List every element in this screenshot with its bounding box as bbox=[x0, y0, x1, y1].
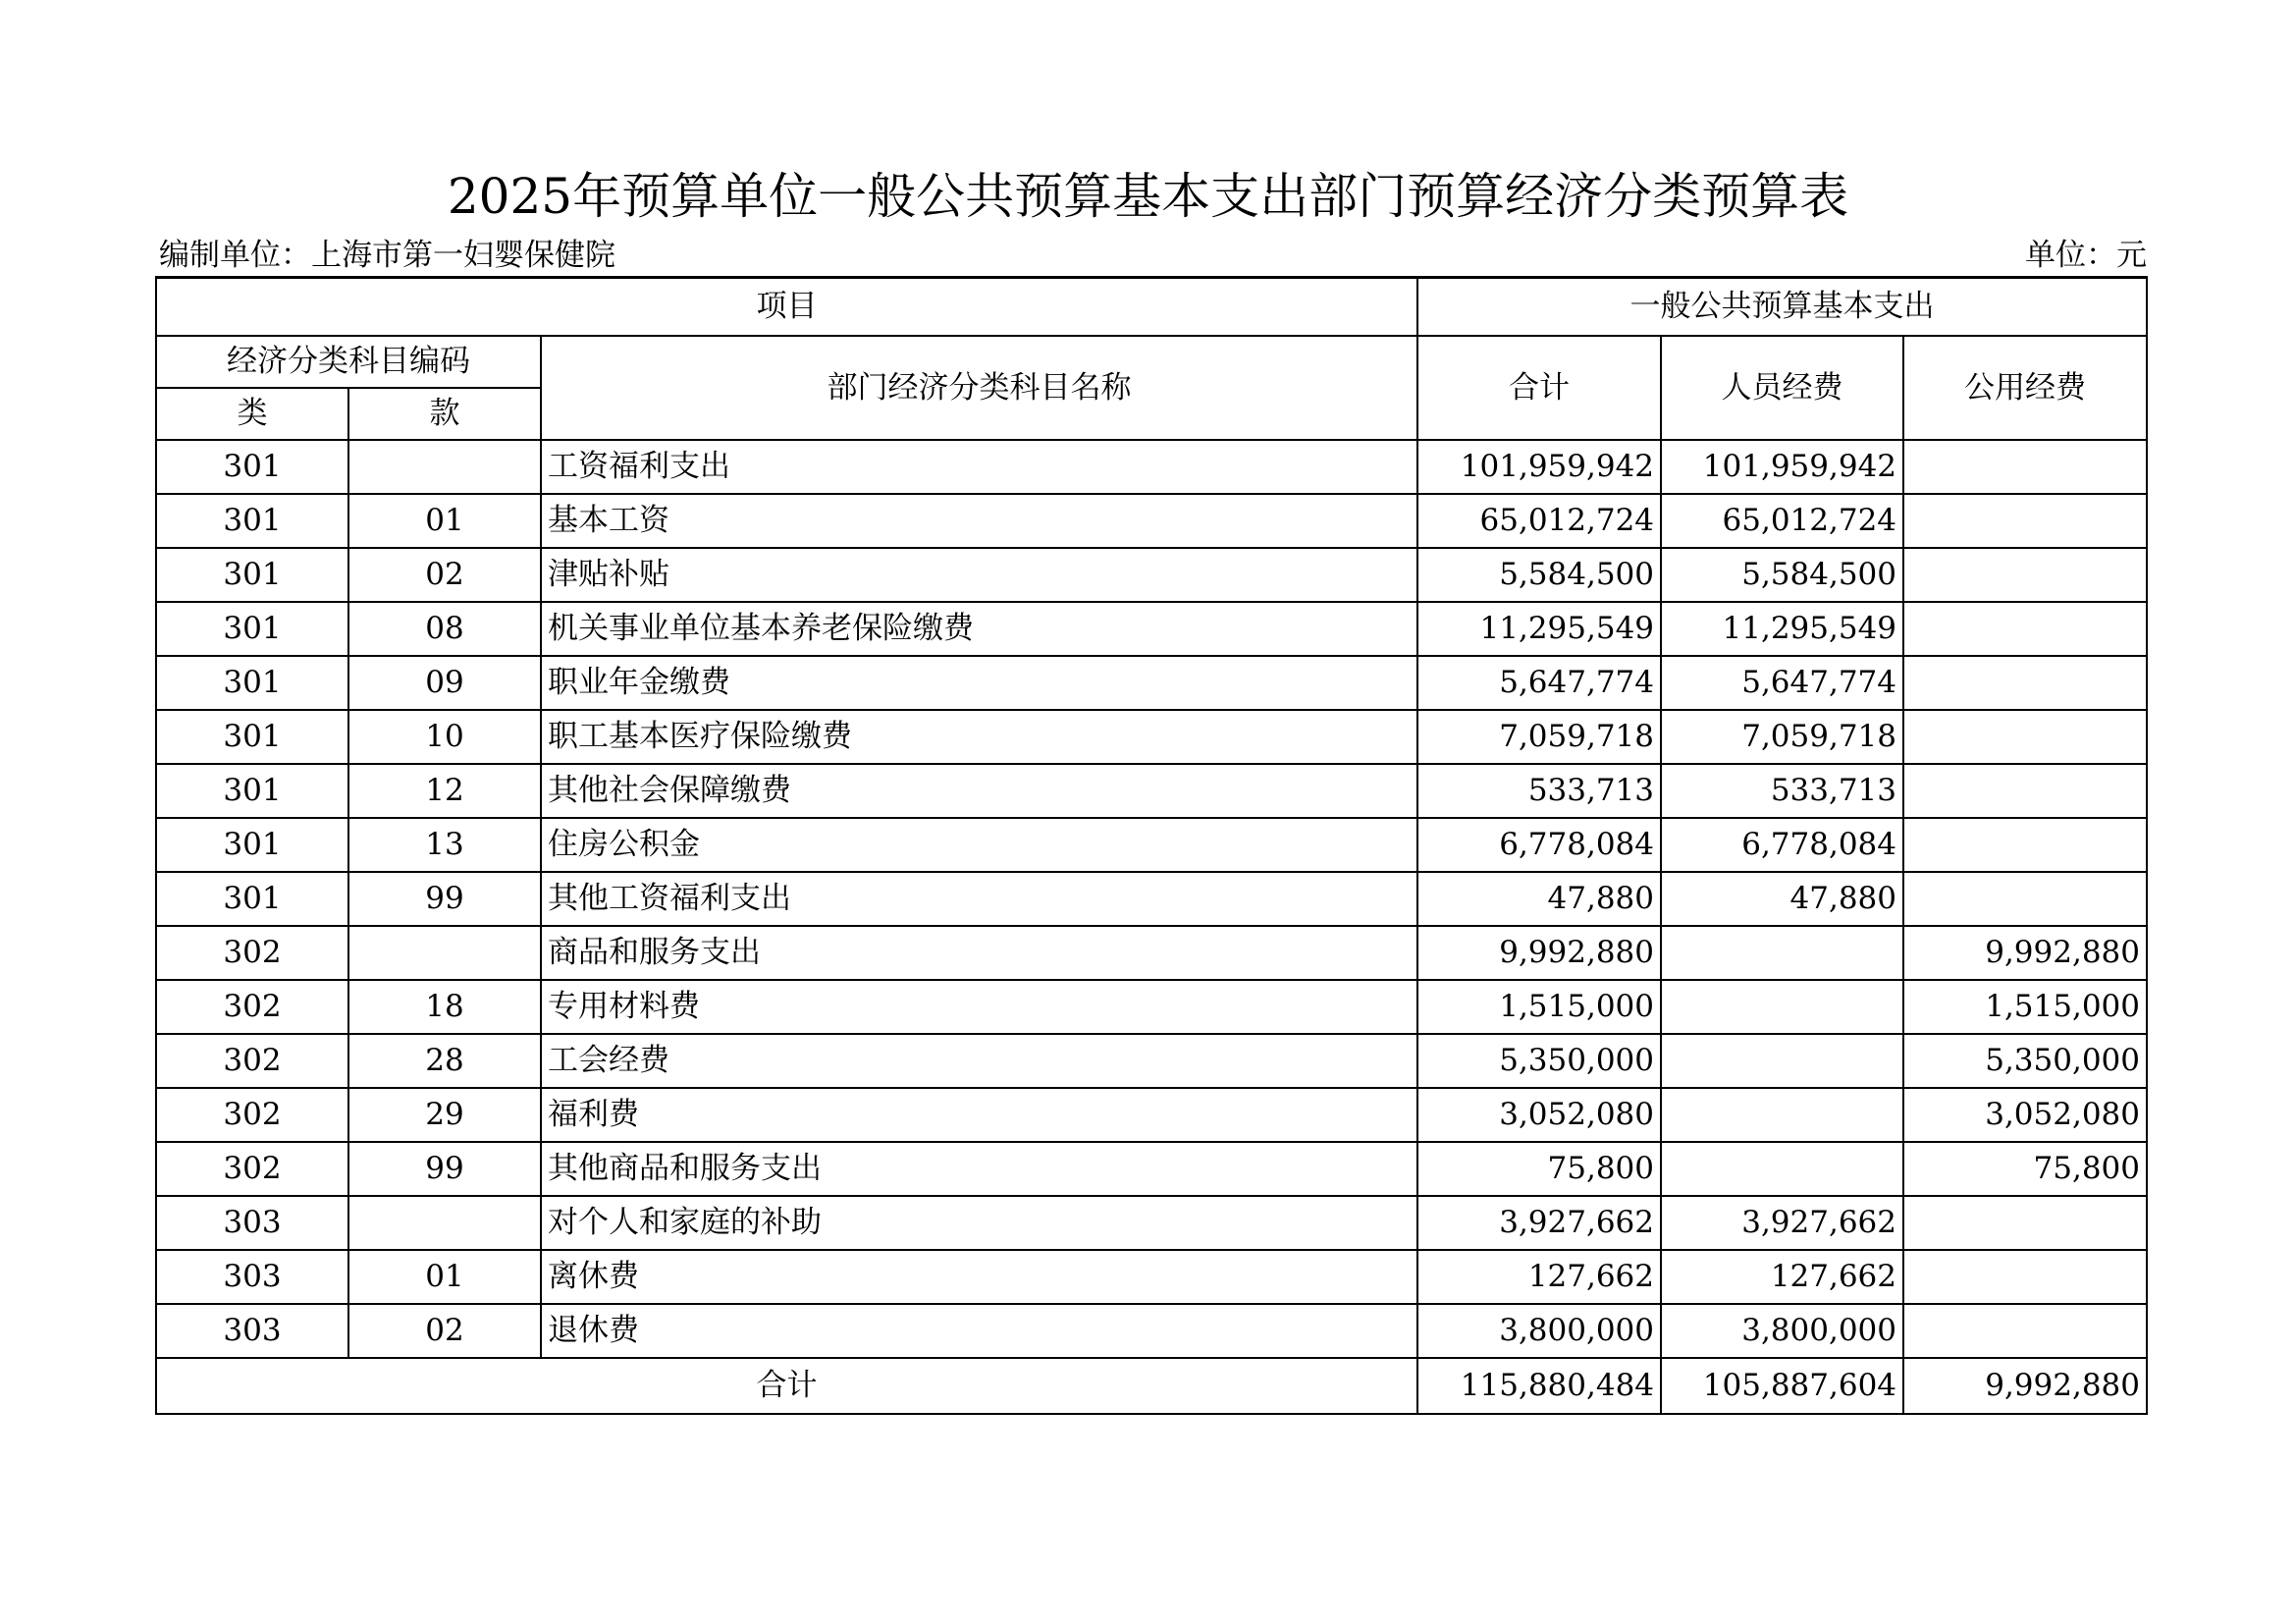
cell-category: 302 bbox=[156, 1034, 348, 1088]
cell-subject-name: 职业年金缴费 bbox=[541, 656, 1417, 710]
cell-public bbox=[1903, 548, 2147, 602]
cell-total: 533,713 bbox=[1417, 764, 1661, 818]
cell-public bbox=[1903, 494, 2147, 548]
cell-personnel: 533,713 bbox=[1661, 764, 1903, 818]
cell-item: 99 bbox=[348, 872, 541, 926]
cell-public: 75,800 bbox=[1903, 1142, 2147, 1196]
cell-subject-name: 退休费 bbox=[541, 1304, 1417, 1358]
cell-total: 6,778,084 bbox=[1417, 818, 1661, 872]
table-row bbox=[156, 494, 2147, 548]
cell-category: 301 bbox=[156, 656, 348, 710]
cell-total: 5,647,774 bbox=[1417, 656, 1661, 710]
cell-subject-name: 其他商品和服务支出 bbox=[541, 1142, 1417, 1196]
grand-total-amount: 115,880,484 bbox=[1417, 1358, 1661, 1414]
cell-total: 127,662 bbox=[1417, 1250, 1661, 1304]
cell-public bbox=[1903, 818, 2147, 872]
cell-total: 7,059,718 bbox=[1417, 710, 1661, 764]
cell-public: 9,992,880 bbox=[1903, 926, 2147, 980]
cell-personnel: 65,012,724 bbox=[1661, 494, 1903, 548]
cell-personnel: 127,662 bbox=[1661, 1250, 1903, 1304]
page-title: 2025年预算单位一般公共预算基本支出部门预算经济分类预算表 bbox=[447, 168, 1849, 225]
cell-total: 1,515,000 bbox=[1417, 980, 1661, 1034]
cell-subject-name: 工资福利支出 bbox=[541, 440, 1417, 494]
cell-category: 301 bbox=[156, 440, 348, 494]
header-total: 合计 bbox=[1417, 336, 1661, 440]
cell-item bbox=[348, 1196, 541, 1250]
cell-category: 301 bbox=[156, 494, 348, 548]
cell-category: 301 bbox=[156, 548, 348, 602]
cell-item: 02 bbox=[348, 548, 541, 602]
grand-total-row bbox=[156, 1358, 2147, 1414]
cell-category: 301 bbox=[156, 602, 348, 656]
cell-subject-name: 住房公积金 bbox=[541, 818, 1417, 872]
cell-personnel bbox=[1661, 1142, 1903, 1196]
cell-public bbox=[1903, 656, 2147, 710]
header-public: 公用经费 bbox=[1903, 336, 2147, 440]
cell-personnel: 5,647,774 bbox=[1661, 656, 1903, 710]
table-row bbox=[156, 1088, 2147, 1142]
header-item: 款 bbox=[348, 388, 541, 440]
cell-subject-name: 基本工资 bbox=[541, 494, 1417, 548]
budget-table bbox=[155, 276, 2148, 1415]
cell-personnel: 6,778,084 bbox=[1661, 818, 1903, 872]
header-general-budget: 一般公共预算基本支出 bbox=[1417, 278, 2147, 337]
compiling-unit: 编制单位：上海市第一妇婴保健院 bbox=[159, 238, 615, 273]
cell-item bbox=[348, 440, 541, 494]
cell-public: 3,052,080 bbox=[1903, 1088, 2147, 1142]
header-category: 类 bbox=[156, 388, 348, 440]
cell-personnel: 5,584,500 bbox=[1661, 548, 1903, 602]
cell-total: 3,927,662 bbox=[1417, 1196, 1661, 1250]
header-personnel: 人员经费 bbox=[1661, 336, 1903, 440]
cell-category: 301 bbox=[156, 764, 348, 818]
table-row bbox=[156, 1304, 2147, 1358]
cell-subject-name: 其他社会保障缴费 bbox=[541, 764, 1417, 818]
cell-public bbox=[1903, 1196, 2147, 1250]
header-subject-name: 部门经济分类科目名称 bbox=[541, 336, 1417, 440]
cell-category: 302 bbox=[156, 1142, 348, 1196]
cell-total: 9,992,880 bbox=[1417, 926, 1661, 980]
table-row bbox=[156, 602, 2147, 656]
cell-personnel bbox=[1661, 926, 1903, 980]
cell-total: 5,350,000 bbox=[1417, 1034, 1661, 1088]
cell-public bbox=[1903, 1250, 2147, 1304]
cell-category: 303 bbox=[156, 1304, 348, 1358]
cell-item: 28 bbox=[348, 1034, 541, 1088]
header-row-1 bbox=[156, 278, 2147, 337]
cell-personnel: 7,059,718 bbox=[1661, 710, 1903, 764]
cell-subject-name: 专用材料费 bbox=[541, 980, 1417, 1034]
header-project: 项目 bbox=[156, 278, 1417, 337]
table-row bbox=[156, 926, 2147, 980]
cell-public bbox=[1903, 710, 2147, 764]
cell-item: 09 bbox=[348, 656, 541, 710]
cell-public bbox=[1903, 764, 2147, 818]
table-row bbox=[156, 548, 2147, 602]
cell-category: 302 bbox=[156, 1088, 348, 1142]
cell-total: 3,052,080 bbox=[1417, 1088, 1661, 1142]
cell-category: 303 bbox=[156, 1250, 348, 1304]
table-row bbox=[156, 980, 2147, 1034]
table-row bbox=[156, 1034, 2147, 1088]
cell-public: 5,350,000 bbox=[1903, 1034, 2147, 1088]
cell-total: 11,295,549 bbox=[1417, 602, 1661, 656]
cell-item bbox=[348, 926, 541, 980]
cell-public bbox=[1903, 1304, 2147, 1358]
cell-personnel bbox=[1661, 980, 1903, 1034]
cell-category: 301 bbox=[156, 710, 348, 764]
currency-unit: 单位：元 bbox=[2025, 238, 2147, 273]
cell-subject-name: 津贴补贴 bbox=[541, 548, 1417, 602]
cell-total: 3,800,000 bbox=[1417, 1304, 1661, 1358]
cell-total: 101,959,942 bbox=[1417, 440, 1661, 494]
cell-personnel bbox=[1661, 1088, 1903, 1142]
cell-personnel: 101,959,942 bbox=[1661, 440, 1903, 494]
table-row bbox=[156, 656, 2147, 710]
cell-item: 18 bbox=[348, 980, 541, 1034]
cell-personnel: 3,800,000 bbox=[1661, 1304, 1903, 1358]
cell-personnel: 11,295,549 bbox=[1661, 602, 1903, 656]
table-row bbox=[156, 1142, 2147, 1196]
cell-category: 302 bbox=[156, 980, 348, 1034]
cell-subject-name: 商品和服务支出 bbox=[541, 926, 1417, 980]
cell-subject-name: 工会经费 bbox=[541, 1034, 1417, 1088]
cell-subject-name: 职工基本医疗保险缴费 bbox=[541, 710, 1417, 764]
grand-total-personnel: 105,887,604 bbox=[1661, 1358, 1903, 1414]
cell-subject-name: 对个人和家庭的补助 bbox=[541, 1196, 1417, 1250]
cell-item: 99 bbox=[348, 1142, 541, 1196]
grand-total-public: 9,992,880 bbox=[1903, 1358, 2147, 1414]
table-row bbox=[156, 710, 2147, 764]
cell-item: 10 bbox=[348, 710, 541, 764]
header-econ-code: 经济分类科目编码 bbox=[156, 336, 541, 388]
cell-category: 302 bbox=[156, 926, 348, 980]
cell-total: 65,012,724 bbox=[1417, 494, 1661, 548]
cell-public: 1,515,000 bbox=[1903, 980, 2147, 1034]
cell-category: 303 bbox=[156, 1196, 348, 1250]
cell-total: 75,800 bbox=[1417, 1142, 1661, 1196]
cell-personnel: 47,880 bbox=[1661, 872, 1903, 926]
cell-public bbox=[1903, 872, 2147, 926]
table-row bbox=[156, 1196, 2147, 1250]
cell-total: 47,880 bbox=[1417, 872, 1661, 926]
cell-item: 29 bbox=[348, 1088, 541, 1142]
table-row bbox=[156, 440, 2147, 494]
cell-subject-name: 机关事业单位基本养老保险缴费 bbox=[541, 602, 1417, 656]
cell-public bbox=[1903, 602, 2147, 656]
cell-personnel bbox=[1661, 1034, 1903, 1088]
cell-item: 01 bbox=[348, 494, 541, 548]
cell-category: 301 bbox=[156, 818, 348, 872]
cell-item: 02 bbox=[348, 1304, 541, 1358]
cell-item: 08 bbox=[348, 602, 541, 656]
cell-public bbox=[1903, 440, 2147, 494]
cell-personnel: 3,927,662 bbox=[1661, 1196, 1903, 1250]
cell-item: 13 bbox=[348, 818, 541, 872]
header-row-2 bbox=[156, 336, 2147, 388]
cell-total: 5,584,500 bbox=[1417, 548, 1661, 602]
cell-subject-name: 福利费 bbox=[541, 1088, 1417, 1142]
cell-item: 12 bbox=[348, 764, 541, 818]
cell-category: 301 bbox=[156, 872, 348, 926]
grand-total-label: 合计 bbox=[156, 1358, 1417, 1414]
cell-item: 01 bbox=[348, 1250, 541, 1304]
cell-subject-name: 离休费 bbox=[541, 1250, 1417, 1304]
table-row bbox=[156, 872, 2147, 926]
table-row bbox=[156, 764, 2147, 818]
table-row bbox=[156, 818, 2147, 872]
table-row bbox=[156, 1250, 2147, 1304]
cell-subject-name: 其他工资福利支出 bbox=[541, 872, 1417, 926]
